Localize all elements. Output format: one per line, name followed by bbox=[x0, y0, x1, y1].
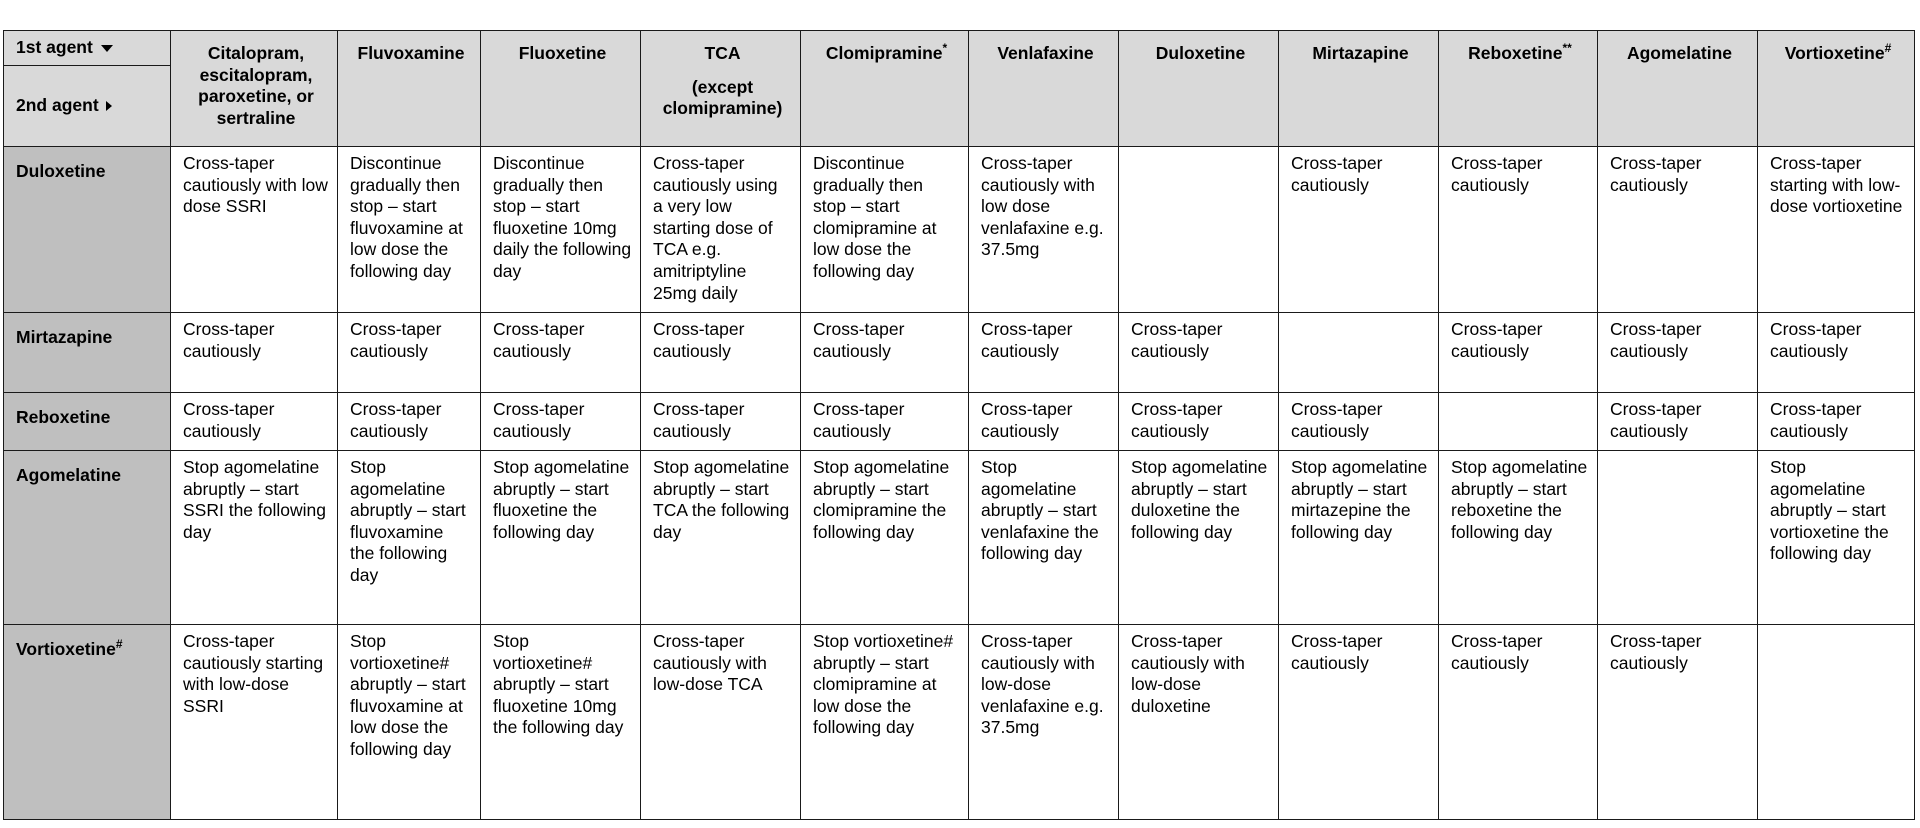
table-cell: Stop agomelatine abruptly – start fluoxetine the following day bbox=[481, 451, 641, 625]
table-cell: Cross-taper cautiously bbox=[1439, 147, 1598, 313]
table-cell: Cross-taper cautiously bbox=[1439, 313, 1598, 393]
table-cell: Stop agomelatine abruptly – start reboxetine the following day bbox=[1439, 451, 1598, 625]
table-cell: Cross-taper cautiously using a very low starting dose of TCA e.g. amitriptyline 25mg daily bbox=[641, 147, 801, 313]
table-cell: Stop vortioxetine# abruptly – start clomipramine at low dose the following day bbox=[801, 625, 969, 820]
table-cell bbox=[1758, 625, 1915, 820]
table-body bbox=[4, 147, 1915, 820]
table-cell: Cross-taper cautiously bbox=[481, 313, 641, 393]
column-header-label: Fluvoxamine bbox=[357, 43, 465, 63]
table-cell bbox=[1439, 393, 1598, 451]
column-header bbox=[1119, 31, 1279, 147]
table-cell: Stop agomelatine abruptly – start fluvoxamine the following day bbox=[338, 451, 481, 625]
table-cell: Cross-taper cautiously with low-dose TCA bbox=[641, 625, 801, 820]
row-header bbox=[4, 147, 171, 313]
table-cell: Cross-taper cautiously bbox=[338, 313, 481, 393]
table-cell: Cross-taper cautiously with low dose SSRI bbox=[171, 147, 338, 313]
antidepressant-switching-table bbox=[3, 30, 1915, 820]
footnote-mark: ** bbox=[1562, 41, 1572, 56]
table-cell: Stop agomelatine abruptly – start vortioxetine the following day bbox=[1758, 451, 1915, 625]
table-cell: Cross-taper cautiously bbox=[1439, 625, 1598, 820]
header-row bbox=[4, 31, 1915, 147]
row-header-label: Vortioxetine bbox=[16, 639, 116, 659]
table-cell: Stop vortioxetine# abruptly – start fluoxetine 10mg the following day bbox=[481, 625, 641, 820]
row-header-label: Mirtazapine bbox=[16, 327, 113, 347]
first-agent-label: 1st agent bbox=[16, 37, 93, 58]
table-cell: Stop agomelatine abruptly – start TCA the following day bbox=[641, 451, 801, 625]
column-header-label: Reboxetine bbox=[1468, 43, 1563, 63]
table-cell: Cross-taper cautiously with low dose venlafaxine e.g. 37.5mg bbox=[969, 147, 1119, 313]
footnote-mark: # bbox=[115, 637, 123, 652]
row-header-label: Reboxetine bbox=[16, 407, 111, 427]
second-agent-label: 2nd agent bbox=[16, 95, 99, 116]
table-cell: Cross-taper cautiously bbox=[1598, 147, 1758, 313]
table-cell: Discontinue gradually then stop – start fluoxetine 10mg daily the following day bbox=[481, 147, 641, 313]
table-cell: Stop agomelatine abruptly – start SSRI the following day bbox=[171, 451, 338, 625]
column-header bbox=[481, 31, 641, 147]
table-cell: Cross-taper cautiously bbox=[1279, 147, 1439, 313]
table-cell: Cross-taper cautiously starting with low-dose SSRI bbox=[171, 625, 338, 820]
table-cell: Discontinue gradually then stop – start fluvoxamine at low dose the following day bbox=[338, 147, 481, 313]
row-header bbox=[4, 393, 171, 451]
table-cell: Cross-taper cautiously bbox=[1119, 313, 1279, 393]
table-cell: Cross-taper cautiously with low-dose duloxetine bbox=[1119, 625, 1279, 820]
table-cell: Cross-taper cautiously bbox=[481, 393, 641, 451]
table-cell: Stop agomelatine abruptly – start duloxetine the following day bbox=[1119, 451, 1279, 625]
table-cell: Cross-taper cautiously bbox=[801, 313, 969, 393]
column-header-label: Vortioxetine bbox=[1784, 43, 1885, 63]
table-cell: Cross-taper cautiously bbox=[338, 393, 481, 451]
table-cell: Cross-taper cautiously bbox=[969, 313, 1119, 393]
table-cell: Cross-taper cautiously bbox=[1119, 393, 1279, 451]
column-header-label: Citalopram, escitalopram, paroxetine, or sertraline bbox=[198, 43, 314, 128]
row-header bbox=[4, 451, 171, 625]
table-cell: Cross-taper cautiously bbox=[1758, 393, 1915, 451]
table-cell: Cross-taper starting with low-dose vortioxetine bbox=[1758, 147, 1915, 313]
column-header bbox=[1598, 31, 1758, 147]
table-cell: Cross-taper cautiously bbox=[1598, 313, 1758, 393]
table-cell: Cross-taper cautiously bbox=[801, 393, 969, 451]
table-cell: Cross-taper cautiously bbox=[641, 313, 801, 393]
column-header-sublabel: (except clomipramine) bbox=[662, 76, 783, 119]
table-cell bbox=[1598, 451, 1758, 625]
row-header bbox=[4, 625, 171, 820]
column-header bbox=[1758, 31, 1915, 147]
table-row bbox=[4, 393, 1915, 451]
footnote-mark: * bbox=[942, 41, 948, 56]
table-cell: Cross-taper cautiously bbox=[641, 393, 801, 451]
table-cell bbox=[1119, 147, 1279, 313]
table-cell: Cross-taper cautiously bbox=[1598, 393, 1758, 451]
table-row bbox=[4, 625, 1915, 820]
column-header bbox=[1439, 31, 1598, 147]
column-header-label: Agomelatine bbox=[1626, 43, 1733, 63]
table-cell: Discontinue gradually then stop – start clomipramine at low dose the following day bbox=[801, 147, 969, 313]
column-header bbox=[338, 31, 481, 147]
column-header-label: Duloxetine bbox=[1155, 43, 1246, 63]
table-row bbox=[4, 313, 1915, 393]
table-cell: Cross-taper cautiously bbox=[1598, 625, 1758, 820]
column-header bbox=[1279, 31, 1439, 147]
table-cell: Cross-taper cautiously bbox=[171, 393, 338, 451]
column-header-label: Mirtazapine bbox=[1312, 43, 1409, 63]
column-header bbox=[641, 31, 801, 147]
table-cell: Cross-taper cautiously bbox=[171, 313, 338, 393]
footnote-mark: # bbox=[1884, 41, 1892, 56]
column-header-label: Fluoxetine bbox=[518, 43, 607, 63]
table-row bbox=[4, 451, 1915, 625]
table-cell: Stop agomelatine abruptly – start clomipramine the following day bbox=[801, 451, 969, 625]
table-cell: Cross-taper cautiously bbox=[1279, 393, 1439, 451]
table-cell bbox=[1279, 313, 1439, 393]
table-cell: Cross-taper cautiously bbox=[1758, 313, 1915, 393]
column-header bbox=[801, 31, 969, 147]
column-header bbox=[171, 31, 338, 147]
second-agent-label-box bbox=[4, 66, 170, 146]
table-cell: Cross-taper cautiously bbox=[1279, 625, 1439, 820]
table-cell: Stop vortioxetine# abruptly – start fluvoxamine at low dose the following day bbox=[338, 625, 481, 820]
corner-cell bbox=[4, 31, 171, 147]
table-cell: Cross-taper cautiously with low-dose venlafaxine e.g. 37.5mg bbox=[969, 625, 1119, 820]
row-header-label: Agomelatine bbox=[16, 465, 122, 485]
table-cell: Cross-taper cautiously bbox=[969, 393, 1119, 451]
column-header-label: Venlafaxine bbox=[997, 43, 1094, 63]
column-header bbox=[969, 31, 1119, 147]
table-cell: Stop agomelatine abruptly – start venlafaxine the following day bbox=[969, 451, 1119, 625]
triangle-right-icon bbox=[106, 101, 112, 111]
table-cell: Stop agomelatine abruptly – start mirtazepine the following day bbox=[1279, 451, 1439, 625]
table-row bbox=[4, 147, 1915, 313]
first-agent-label-box bbox=[4, 31, 170, 66]
row-header-label: Duloxetine bbox=[16, 161, 106, 181]
column-header-label: TCA bbox=[704, 43, 741, 63]
row-header bbox=[4, 313, 171, 393]
column-header-label: Clomipramine bbox=[825, 43, 943, 63]
triangle-down-icon bbox=[101, 45, 113, 52]
